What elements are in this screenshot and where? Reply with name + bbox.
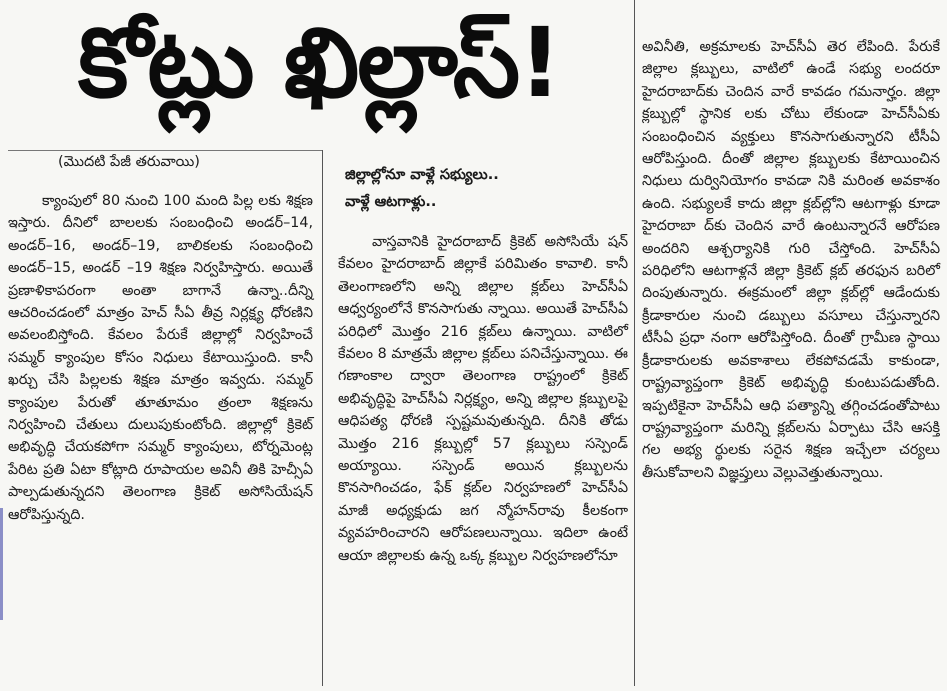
column-rule-left bbox=[322, 150, 323, 686]
continuation-note: (మొదటి పేజీ తరువాయి) bbox=[58, 154, 200, 170]
column-rule-right bbox=[634, 0, 635, 686]
column-2-paragraph: వాస్తవానికి హైదరాబాద్ క్రికెట్ అసోసియే షన్ కేవలం హైదరాబాద్ జిల్లాకే పరిమితం కావాలి. కానీ తెలంగాణలోని అన్ని జిల్లాల క్లబ్‌లు హెచ్‌సీఏ ఆధ్వర్యంలోనే కొనసాగుతు న్నాయి. అయితే హెచ్‌సీఏ పరిధిలో మొత్తం 216 క్లబ్‌లు ఉన్నాయి. వాటిలో కేవలం 8 మాత్రమే జిల్లాల క్లబ్‌లు పనిచేస్తున్నాయి. ఈ గణాంకాల ద్వారా తెలంగాణ రాష్ట్రంలో క్రికెట్ అభివృద్ధిపై హెచ్‌సీఏ నిర్లక్ష్యం, అన్ని జిల్లాల క్లబ్బులపై ఆధిపత్య ధోరణి స్పష్టమవుతున్నది. దీనికి తోడు మొత్తం 216 క్లబ్బుల్లో 57 క్లబ్బులు సస్పెండ్ అయ్యాయి. సస్పెండ్ అయిన క్లబ్బులను కొనసాగించడం, ఫేక్ క్లబ్‌ల నిర్వహణలో హెచ్‌సీఏ మాజీ అధ్యక్షుడు జగ న్మోహన్‌రావు కీలకంగా వ్యవహరించారని ఆరోపణలున్నాయి. ఇదిలా ఉంటే ఆయా జిల్లాలకు ఉన్న ఒక్క క్లబ్బుల నిర్వహణలోనూ bbox=[338, 234, 628, 564]
subheading-line-2: వాళ్లే ఆటగాళ్లు.. bbox=[345, 194, 437, 210]
subheading-line-1: జిల్లాల్లోనూ వాళ్లే సభ్యులు.. bbox=[345, 167, 499, 183]
headline: కోట్లు ఖిల్లాస్! bbox=[78, 7, 560, 119]
subheading bbox=[345, 162, 635, 216]
article-column-1 bbox=[8, 190, 313, 526]
headline-rule bbox=[8, 150, 322, 151]
article-column-2 bbox=[338, 231, 628, 567]
column-3-paragraph: అవినీతి, అక్రమాలకు హెచ్‌సీఏ తెర లేపింది. పేరుకే జిల్లాల క్లబ్బులు, వాటిలో ఉండే సభ్యు లందరూ హైదరాబాద్‌కు చెందిన వారే కావడం గమనార్హం. జిల్లా క్లబ్బుల్లో స్థానిక లకు చోటు లేకుండా హెచ్‌సీఏకు సంబంధించిన వ్యక్తులు కొనసాగుతున్నారని టీసీఏ ఆరోపిస్తుంది. దీంతో జిల్లాల క్లబ్బులకు కేటాయించిన నిధులు దుర్వినియోగం కావడా నికి మరింత అవకాశం ఉంది. సభ్యులకే కాదు జిల్లా క్లబ్‌ల్లోని ఆటగాళ్లు కూడా హైదరాబా ద్‌కు చెందిన వారే ఉంటున్నారనే ఆరోపణ అందరిని ఆశ్చర్యానికి గురి చేస్తోంది. హెచ్‌సీఏ పరిధిలోని ఆటగాళ్లనే జిల్లా క్రికెట్ క్లబ్ తరఫున బరిలో దింపుతున్నారు. ఈక్రమంలో జిల్లా క్లబ్‌ల్లో ఆడేందుకు క్రీడాకారుల నుంచి డబ్బులు వసూలు చేస్తున్నారని టీసీఏ ప్రధా నంగా ఆరోపిస్తోంది. దీంతో గ్రామీణ స్థాయి క్రీడాకారులకు అవకాశాలు లేకపోవడమే కాకుండా, రాష్ట్రవ్యాప్తంగా క్రికెట్ అభివృద్ధి కుంటుపడుతోంది. ఇప్పటికైనా హెచ్‌సీఏ ఆధి పత్యాన్ని తగ్గించడంతోపాటు రాష్ట్రవ్యాప్తంగా మరిన్ని క్లబ్‌లను ఏర్పాటు చేసి ఆసక్తి గల అభ్య ర్థులకు సరైన శిక్షణ ఇచ్చేలా చర్యలు తీసుకోవాలని విజ్ఞప్తులు వెల్లువెత్తుతున్నాయి. bbox=[642, 39, 940, 481]
column-1-paragraph: క్యాంపులో 80 నుంచి 100 మంది పిల్ల లకు శిక్షణ ఇస్తారు. దీనిలో బాలలకు సంబంధించి అండర్–14, అండర్–16, అండర్–19, బాలికలకు సంబంధించి అండర్–15, అండర్ –19 శిక్షణ నిర్వహిస్తారు. అయితే ప్రణాళికాపరంగా అంతా బాగానే ఉన్నా..దీన్ని ఆచరించడంలో మాత్రం హెచ్ సీఏ తీవ్ర నిర్లక్ష్య ధోరణిని అవలంబిస్తోంది. కేవలం పేరుకే జిల్లాల్లో నిర్వహించే సమ్మర్ క్యాంపుల కోసం నిధులు కేటాయిస్తుంది. కానీ ఖర్చు చేసి పిల్లలకు శిక్షణ మాత్రం ఇవ్వదు. సమ్మర్ క్యాంపుల పేరుతో తూతూమం త్రంలా శిక్షణను నిర్వహించి చేతులు దులుపుకుంటోంది. జిల్లాల్లో క్రికెట్ అభివృద్ధి చేయకపోగా సమ్మర్ క్యాంపులు, టోర్నమెంట్ల పేరిట ప్రతి ఏటా కోట్లాది రూపాయల అవినీ తికి హెచ్సీఏ పాల్పడుతున్నదని తెలంగాణ క్రికెట్ అసోసియేషన్ ఆరోపిస్తున్నది. bbox=[8, 193, 313, 523]
article-column-3 bbox=[642, 36, 940, 484]
margin-mark bbox=[0, 508, 3, 620]
